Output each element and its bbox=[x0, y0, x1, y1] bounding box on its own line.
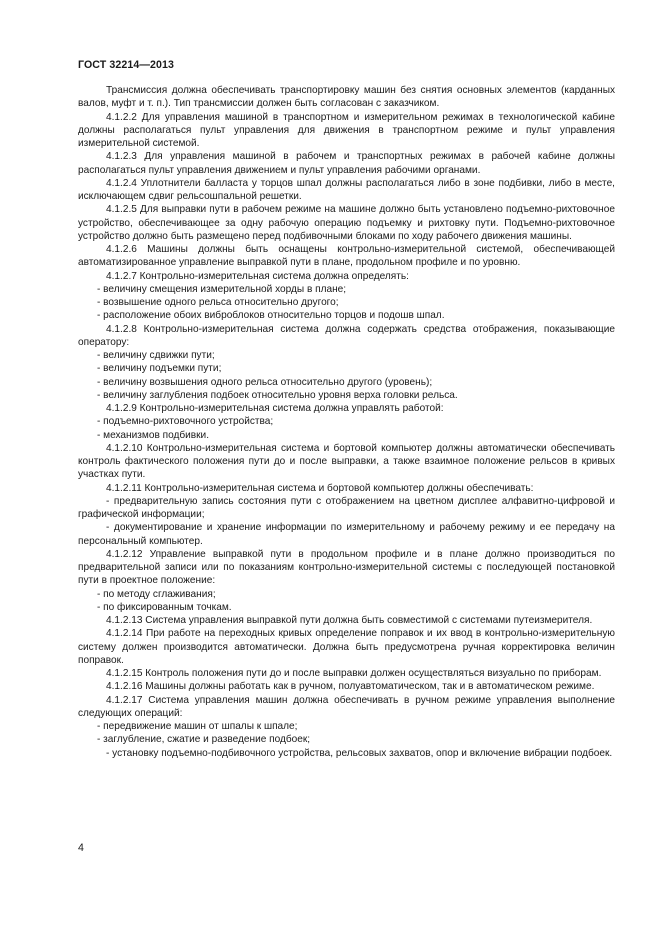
paragraph: 4.1.2.11 Контрольно-измерительная система и бортовой компьютер должны обеспечивать: bbox=[106, 482, 534, 494]
list-item: - передвижение машин от шпалы к шпале; bbox=[97, 721, 298, 732]
list-item: - величину возвышения одного рельса относительно другого (уровень); bbox=[97, 376, 433, 388]
list-item-paragraph: - документирование и хранение информации по измерительному и рабочему режиму и ее передачу на персональный компьютер. bbox=[78, 522, 615, 547]
list-item: - по фиксированным точкам. bbox=[97, 601, 232, 613]
list-item: - по методу сглаживания; bbox=[97, 588, 216, 600]
list-item: - величину подъемки пути; bbox=[97, 363, 222, 375]
list-item: - величину смещения измерительной хорды в плане; bbox=[97, 283, 347, 295]
paragraph: 4.1.2.13 Система управления выправкой пути должна быть совместимой с системами путеизмерителя. bbox=[106, 615, 593, 626]
list-item: - расположение обоих виброблоков относительно торцов и подошв шпал. bbox=[97, 310, 445, 322]
paragraph: 4.1.2.8 Контрольно-измерительная система должна содержать средства отображения, показывающие оператору: bbox=[78, 323, 615, 348]
document-body bbox=[78, 84, 615, 760]
paragraph: 4.1.2.2 Для управления машиной в транспортном и измерительном режимах в технологической кабине должны располагаться пульт управления для движения в транспортном режиме и пульт управления измерительной системой. bbox=[78, 111, 615, 149]
paragraph: 4.1.2.12 Управление выправкой пути в продольном профиле и в плане должно производиться по предварительной записи или по показаниям контрольно-измерительной системы с последующей постановкой пути в проектное положение: bbox=[78, 548, 615, 587]
paragraph: 4.1.2.15 Контроль положения пути до и после выправки должен осуществляться визуально по приборам. bbox=[106, 668, 602, 679]
list-item-paragraph: - установку подъемно-подбивочного устройства, рельсовых захватов, опор и включение вибрации подбоек. bbox=[106, 747, 613, 759]
list-item: - возвышение одного рельса относительно другого; bbox=[97, 297, 339, 308]
list-item-paragraph: - предварительную запись состояния пути с отображением на цветном дисплее алфавитно-цифровой и графической информации; bbox=[78, 495, 615, 520]
paragraph: 4.1.2.6 Машины должны быть оснащены контрольно-измерительной системой, обеспечивающей автоматизированное управление выправкой пути в плане, продольном профиле и по уровню. bbox=[78, 244, 615, 269]
paragraph: Трансмиссия должна обеспечивать транспортировку машин без снятия основных элементов (карданных валов, муфт и т. п.). Тип трансмиссии должен быть согласован с заказчиком. bbox=[78, 85, 615, 110]
paragraph: 4.1.2.10 Контрольно-измерительная система и бортовой компьютер должны автоматически обеспечивать контроль фактического положения пути до и после выправки, а также взаимное положение рельсов в кривых участках пути. bbox=[78, 442, 615, 481]
list-item: - величину сдвижки пути; bbox=[97, 350, 215, 361]
document-header: ГОСТ 32214—2013 bbox=[78, 59, 175, 71]
paragraph: 4.1.2.4 Уплотнители балласта у торцов шпал должны располагаться либо в зоне подбивки, либо в месте, исключающем сдвиг рельсошпальной решетки. bbox=[78, 177, 615, 202]
list-item: - заглубление, сжатие и разведение подбоек; bbox=[97, 734, 311, 746]
paragraph: 4.1.2.5 Для выправки пути в рабочем режиме на машине должно быть установлено подъемно-рихтовочное устройство, обеспечивающее за одну рабочую операцию подъемку и рихтовку пути. Подъемно-рихтовочное устройство должно быть размещено перед подбивочными блоками по ходу рабочего движения машины. bbox=[78, 204, 615, 242]
list-item: - величину заглубления подбоек относительно уровня верха головки рельса. bbox=[97, 389, 458, 401]
list-item: - подъемно-рихтовочного устройства; bbox=[97, 416, 274, 428]
page-number: 4 bbox=[78, 842, 84, 854]
paragraph: 4.1.2.14 При работе на переходных кривых определение поправок и их ввод в контрольно-измерительную систему должен производится автоматически. Должна быть предусмотрена ручная корректировка величин поправок. bbox=[78, 628, 615, 666]
list-item: - механизмов подбивки. bbox=[97, 429, 209, 441]
paragraph: 4.1.2.3 Для управления машиной в рабочем и транспортных режимах в рабочей кабине должны располагаться пульт управления движением и пульт управления рабочими органами. bbox=[78, 151, 615, 176]
paragraph: 4.1.2.16 Машины должны работать как в ручном, полуавтоматическом, так и в автоматическом режиме. bbox=[106, 681, 595, 693]
paragraph: 4.1.2.17 Система управления машин должна обеспечивать в ручном режиме управления выполнение следующих операций: bbox=[78, 694, 615, 719]
paragraph: 4.1.2.7 Контрольно-измерительная система должна определять: bbox=[106, 270, 409, 282]
paragraph: 4.1.2.9 Контрольно-измерительная система должна управлять работой: bbox=[106, 403, 444, 414]
